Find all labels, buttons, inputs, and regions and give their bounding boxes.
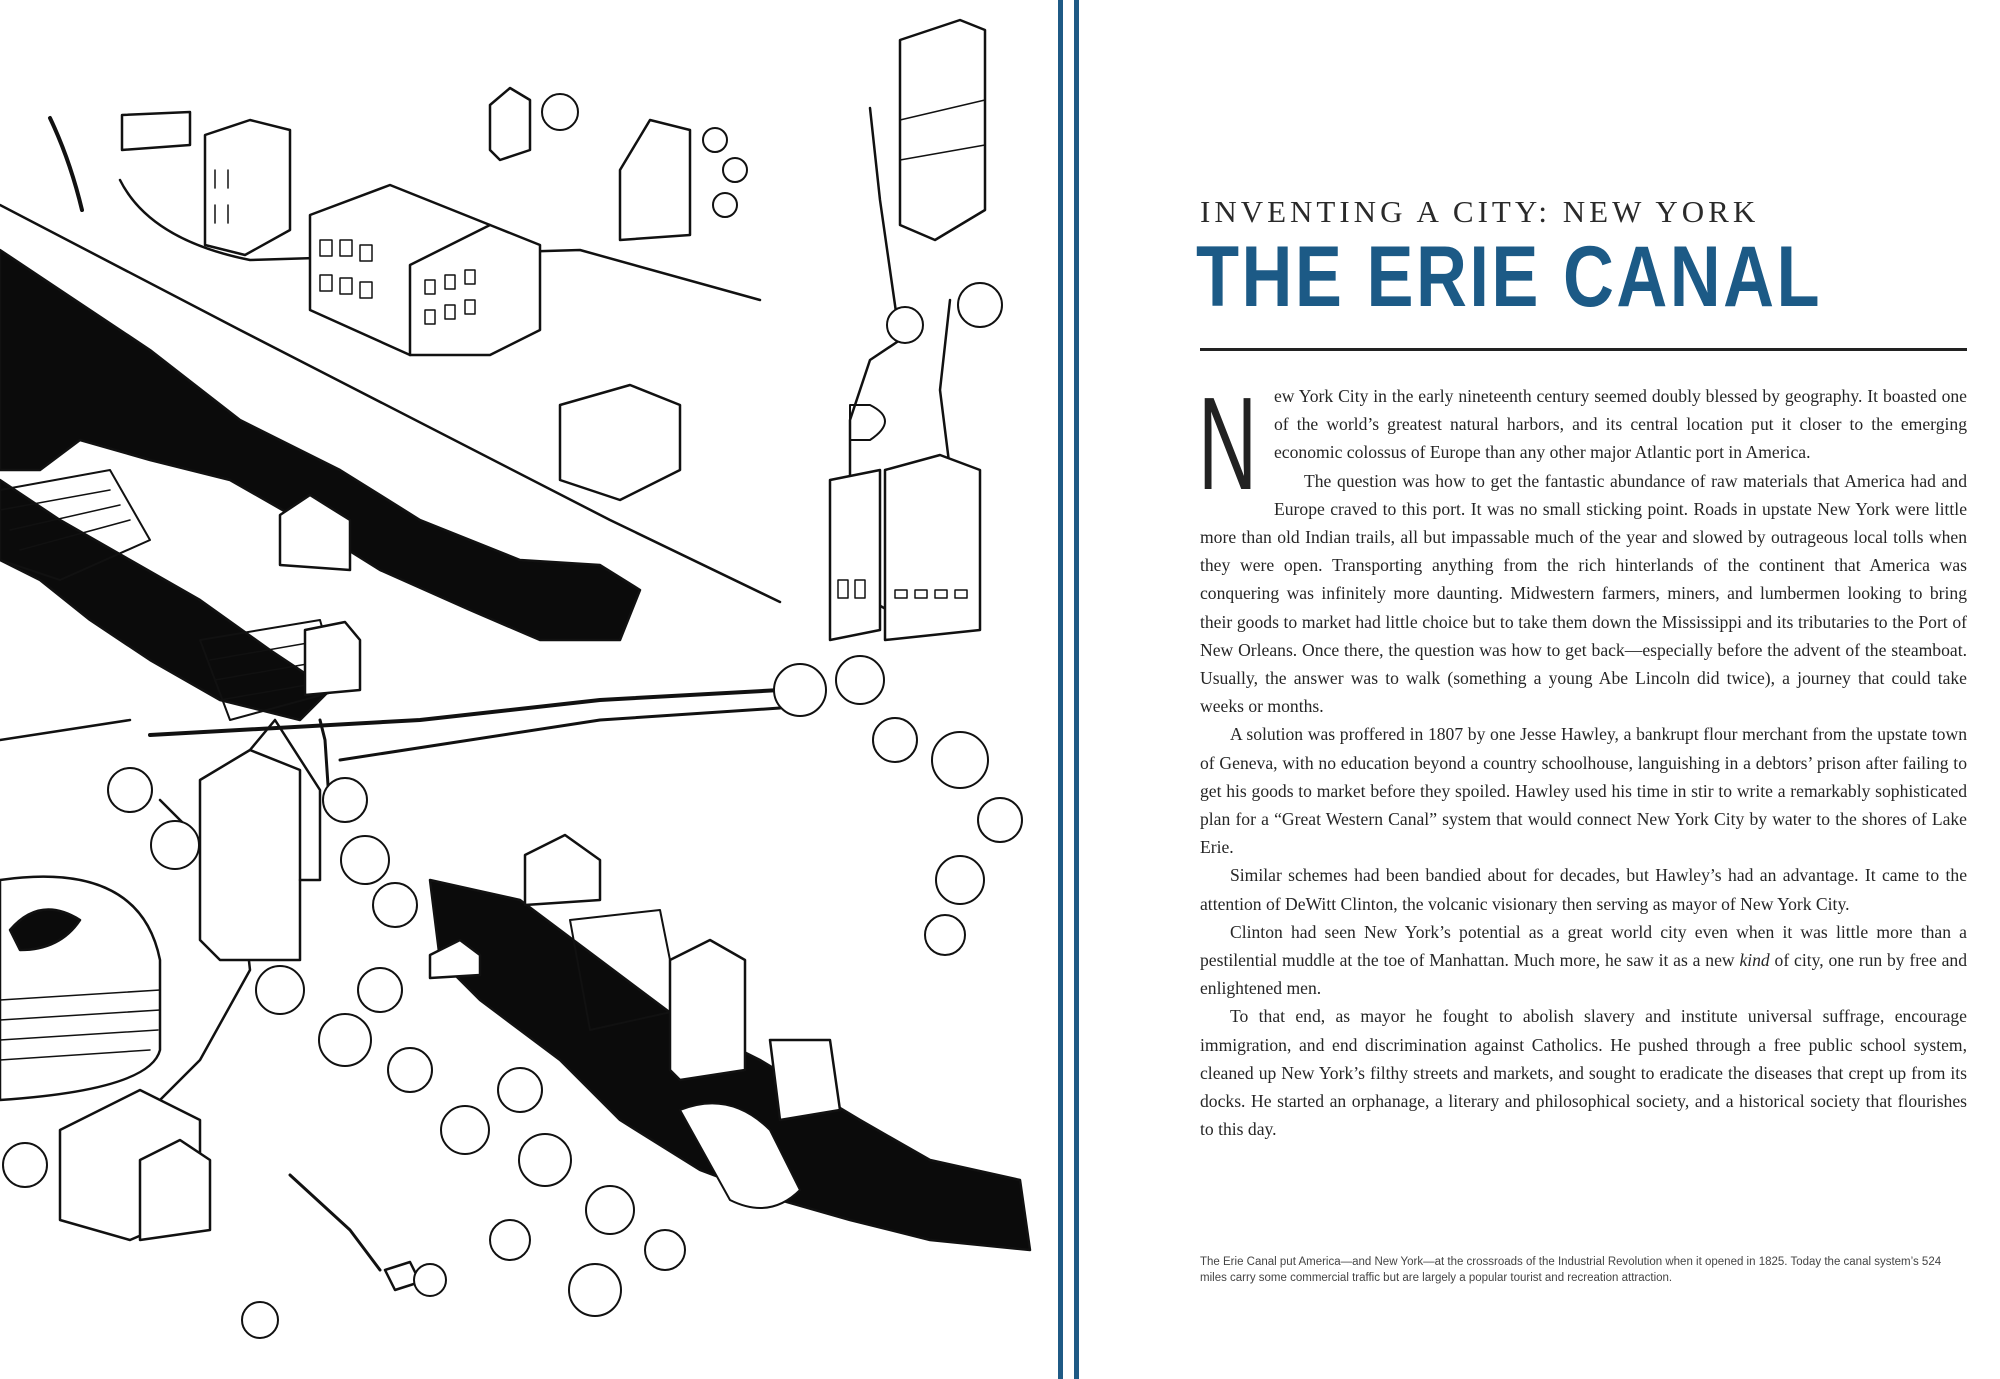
drop-cap: N (1198, 370, 1258, 517)
article-body (1198, 370, 1967, 1143)
gutter-rule-right (1074, 0, 1079, 1379)
paragraph: To that end, as mayor he fought to abolish slavery and institute universal suffrage, encourage immigration, and end discrimination against Catholics. He pushed through a free public school system, cleaned up New York’s filthy streets and markets, and sought to eradicate the diseases that crept up from its docks. He started an orphanage, a literary and philosophical society, and a historical society that flourishes to this day. (1200, 1006, 1967, 1140)
paragraph: The question was how to get the fantastic abundance of raw materials that America had and Europe craved to this port. It was no small sticking point. Roads in upstate New York were little more than old Indian trails, all but impassable much of the year and slowed by outrageous local tolls when they were open. Transporting anything from the rich hinterlands of the continent that America was conquering was infinitely more daunting. Midwestern farmers, miners, and lumbermen looking to bring their goods to market had little choice but to take them down the Mississippi and its tributaries to the Port of New Orleans. Once there, the question was how to get back—especially before the advent of the steamboat. Usually, the answer was to walk (something a young Abe Lincoln did twice), a journey that could take weeks or months. (1200, 470, 1967, 717)
paragraph: New York City in the early nineteenth century seemed doubly blessed by geography. It boasted one of the world’s greatest natural harbors, and its central location put it closer to the emerging economic colossus of Europe than any other major Atlantic port in America. (1198, 370, 1967, 517)
text-page (1090, 0, 2000, 1379)
gutter-rule-left (1058, 0, 1063, 1379)
section-kicker: INVENTING A CITY: NEW YORK (1200, 194, 1760, 229)
title-rule (1200, 348, 1967, 351)
emphasis: kind (1739, 950, 1770, 971)
page-title: THE ERIE CANAL (1196, 229, 1823, 325)
paragraph: Clinton had seen New York’s potential as a great world city even when it was little more than a pestilential muddle at the toe of Manhattan. Much more, he saw it as a new kind of city, one run by free and enlightened men. (1200, 921, 1967, 999)
paragraph: Similar schemes had been bandied about for decades, but Hawley’s had an advantage. It came to the attention of DeWitt Clinton, the volcanic visionary then serving as mayor of New York City. (1200, 865, 1967, 914)
illustration-caption: The Erie Canal put America—and New York—at the crossroads of the Industrial Revolution when it opened in 1825. Today the canal system’s 524 miles carry some commercial traffic but are largely a popular tourist and recreation attraction. (1200, 1256, 1942, 1284)
paragraph: A solution was proffered in 1807 by one Jesse Hawley, a bankrupt flour merchant from the upstate town of Geneva, with no education beyond a country schoolhouse, languishing in a debtors’ prison after failing to get his goods to market before they spoiled. Hawley used his time in stir to write a remarkably sophisticated plan for a “Great Western Canal” system that would connect New York City by water to the shores of Lake Erie. (1200, 724, 1967, 858)
